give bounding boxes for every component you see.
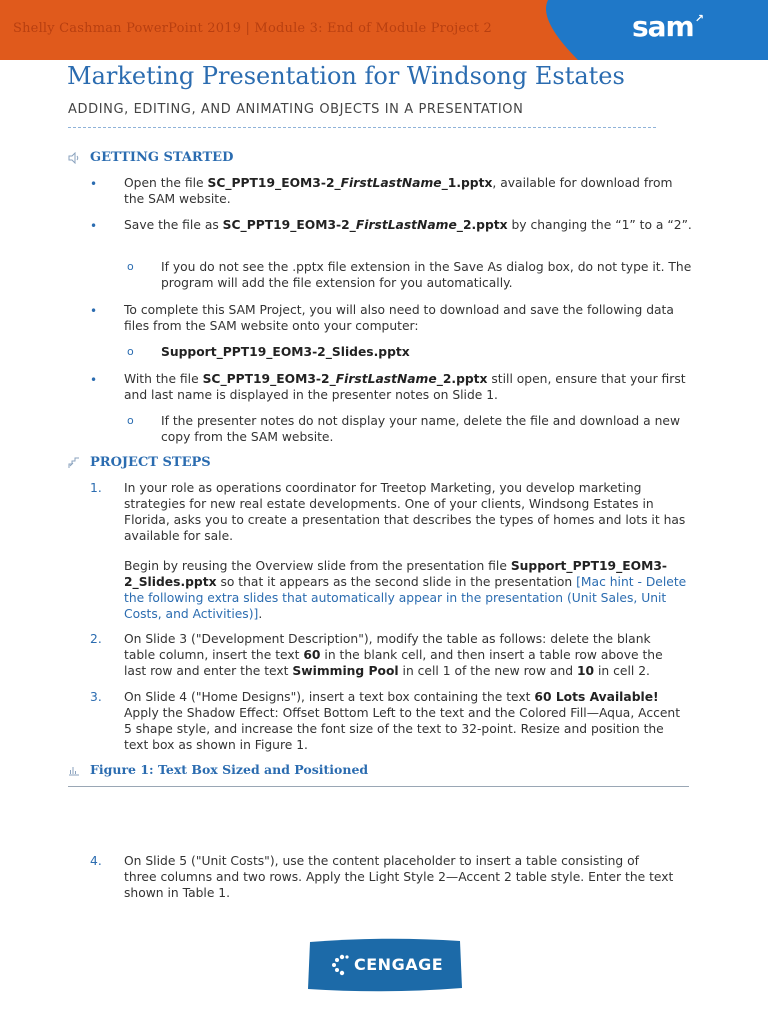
- section-heading: PROJECT STEPS: [90, 455, 211, 470]
- step-text: On Slide 4 ("Home Designs"), insert a text box containing the text 60 Lots Available! Apply the Shadow Effect: Offset Bottom Left to the text and the Colored Fill—Aqua, Accent 5 shape style, and increase the font size of the text to 32-point. Resize and position the text box as shown in Figure 1.: [124, 690, 681, 752]
- step-number: 3.: [90, 690, 102, 704]
- section-heading: GETTING STARTED: [90, 150, 234, 165]
- bullet-marker: •: [90, 304, 98, 318]
- step-number: 2.: [90, 632, 102, 646]
- sam-logo: sam↗: [632, 10, 703, 43]
- sub-list-item: If you do not see the .pptx file extension in the Save As dialog box, do not type it. The program will add the file extension for you automatically.: [161, 260, 692, 290]
- steps-icon: [68, 457, 80, 469]
- figure-caption: [68, 762, 368, 777]
- section-getting-started: [68, 150, 233, 165]
- sub-list-item: Support_PPT19_EOM3-2_Slides.pptx: [161, 345, 410, 359]
- bullet-marker: •: [90, 219, 98, 233]
- figure-caption-text: Figure 1: Text Box Sized and Positioned: [90, 762, 369, 777]
- list-item: With the file SC_PPT19_EOM3-2_FirstLastName_2.pptx still open, ensure that your first and last name is displayed in the presenter notes on Slide 1.: [124, 372, 686, 402]
- title-divider: [68, 127, 656, 128]
- chart-icon: [68, 764, 80, 776]
- sam-logo-arrow-icon: ↗: [694, 12, 703, 25]
- step-text: Begin by reusing the Overview slide from the presentation file Support_PPT19_EOM3-2_Slides.pptx so that it appears as the second slide in the presentation [Mac hint - Delete the following extra slides that automatically appear in the presentation (Unit Sales, Unit Costs, and Activities)].: [124, 559, 687, 621]
- sub-list-item: If the presenter notes do not display your name, delete the file and download a new copy from the SAM website.: [161, 414, 681, 444]
- header-band: [0, 0, 768, 60]
- step-number: 4.: [90, 854, 102, 868]
- mac-hint: [Mac hint - Delete the following extra slides that automatically appear in the presentation (Unit Sales, Unit Costs, and Activities)]: [124, 575, 687, 621]
- list-item: Open the file SC_PPT19_EOM3-2_FirstLastName_1.pptx, available for download from the SAM website.: [124, 176, 673, 206]
- step-text: On Slide 5 ("Unit Costs"), use the content placeholder to insert a table consisting of three columns and two rows. Apply the Light Style 2—Accent 2 table style. Enter the text shown in Table 1.: [124, 854, 674, 900]
- list-item: To complete this SAM Project, you will also need to download and save the following data files from the SAM website onto your computer:: [124, 303, 674, 333]
- figure-divider: [68, 786, 689, 787]
- sub-bullet-marker: o: [127, 414, 134, 427]
- speaker-icon: [68, 152, 80, 164]
- sub-bullet-marker: o: [127, 345, 134, 358]
- step-text: On Slide 3 ("Development Description"), modify the table as follows: delete the blank table column, insert the text 60 in the blank cell, and then insert a table row above the last row and enter the text Swimming Pool in cell 1 of the new row and 10 in cell 2.: [124, 632, 663, 678]
- course-title: Shelly Cashman PowerPoint 2019 | Module 3: End of Module Project 2: [13, 21, 492, 36]
- bullet-marker: •: [90, 373, 98, 387]
- section-project-steps: [68, 455, 211, 470]
- bullet-marker: •: [90, 177, 98, 191]
- sub-bullet-marker: o: [127, 260, 134, 273]
- document-title: Marketing Presentation for Windsong Estates: [67, 62, 625, 90]
- step-text: In your role as operations coordinator for Treetop Marketing, you develop marketing strategies for new real estate developments. One of your clients, Windsong Estates in Florida, asks you to create a presentation that describes the types of homes and lots it has available for sale.: [124, 481, 686, 543]
- list-item: Save the file as SC_PPT19_EOM3-2_FirstLastName_2.pptx by changing the “1” to a “2”.: [124, 218, 692, 232]
- cengage-logo-text: CENGAGE: [354, 955, 444, 974]
- document-subtitle: ADDING, EDITING, AND ANIMATING OBJECTS IN A PRESENTATION: [68, 102, 524, 117]
- step-number: 1.: [90, 481, 102, 495]
